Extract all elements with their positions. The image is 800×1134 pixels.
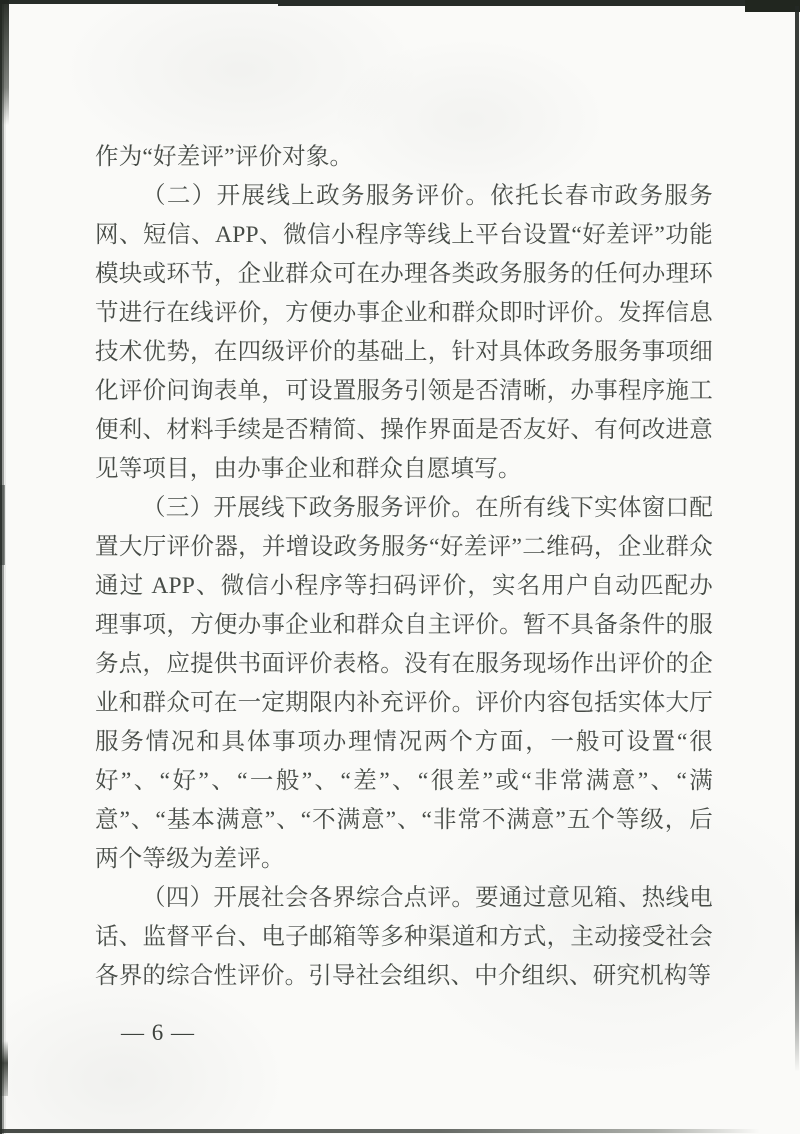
paragraph-section-4-public-review: （四）开展社会各界综合点评。要通过意见箱、热线电话、监督平台、电子邮箱等多种渠道和方式，主动接受社会各界的综合性评价。引导社会组织、中介组织、研究机构等 [95,885,713,989]
scan-edge-top [0,0,800,4]
scan-edge-left [0,0,6,1134]
scan-edge-bottom-left-corner [0,1041,8,1096]
document-body [95,138,713,996]
paragraph-section-2-online-evaluation: （二）开展线上政务服务评价。依托长春市政务服务网、短信、APP、微信小程序等线上平台设置“好差评”功能模块或环节，企业群众可在办理各类政务服务的任何办理环节进行在线评价，方便办事企业和群众即时评价。发挥信息技术优势，在四级评价的基础上，针对具体政务服务事项细化评价问询表单，可设置服务引领是否清晰，办事程序施工便利、材料手续是否精简、操作界面是否友好、有何改进意见等项目，由办事企业和群众自愿填写。 [95,183,713,482]
scan-edge-bottom [0,1129,760,1133]
paragraph-continuation: 作为“好差评”评价对象。 [95,144,354,170]
scan-edge-right [795,6,799,1072]
scan-edge-left-mid [0,485,5,565]
paragraph-section-3-offline-evaluation: （三）开展线下政务服务评价。在所有线下实体窗口配置大厅评价器，并增设政务服务“好差评”二维码，企业群众通过 APP、微信小程序等扫码评价，实名用户自动匹配办理事项，方便办事企业和群众自主评价。暂不具备条件的服务点，应提供书面评价表格。没有在服务现场作出评价的企业和群众可在一定期限内补充评价。评价内容包括实体大厅服务情况和具体事项办理情况两个方面，一般可设置“很好”、“好”、“一般”、“差”、“很差”或“非常满意”、“满意”、“基本满意”、“不满意”、“非常不满意”五个等级，后两个等级为差评。 [95,495,713,872]
page-number: — 6 — [121,1020,195,1045]
scan-edge-left-top [0,0,9,125]
scan-edge-top-right-corner [745,0,800,12]
scan-edge-top-thick [278,0,800,6]
